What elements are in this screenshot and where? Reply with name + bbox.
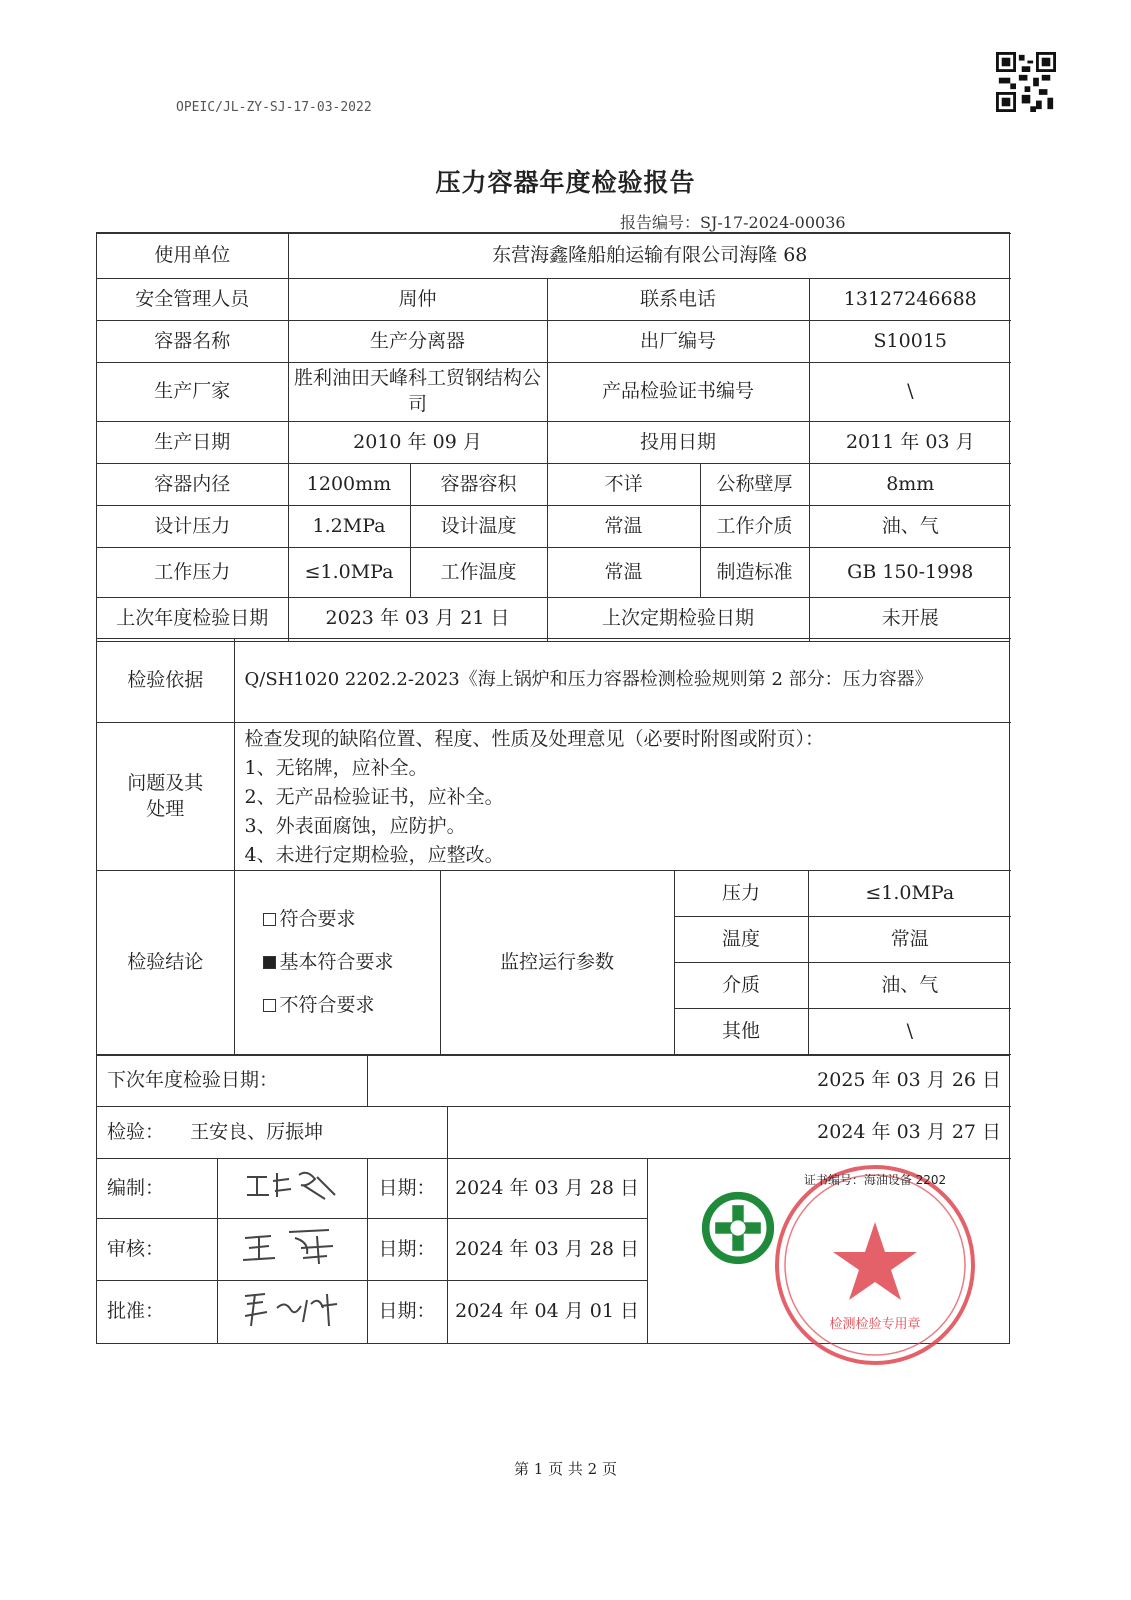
list-item: 1、无铭牌，应补全。	[244, 757, 428, 779]
qr-code-icon	[996, 52, 1056, 112]
label-conclusion: 检验结论	[97, 871, 234, 1055]
inspectors-row	[97, 1107, 447, 1159]
value-safety-manager: 周仲	[288, 279, 547, 321]
value-inspectors: 王安良、厉振坤	[190, 1120, 324, 1143]
option-conform: 符合要求	[263, 898, 436, 941]
label-last-annual: 上次年度检验日期	[97, 598, 288, 641]
label-last-periodic: 上次定期检验日期	[547, 598, 809, 641]
value-review-date: 2024 年 03 月 28 日	[447, 1219, 647, 1281]
value-mfg-date: 2010 年 09 月	[288, 422, 547, 464]
label-compile: 编制：	[97, 1159, 217, 1219]
label-review: 审核：	[97, 1219, 217, 1281]
value-vessel-name: 生产分离器	[288, 321, 547, 363]
label-vessel-name: 容器名称	[97, 321, 288, 363]
option-not-conform: 不符合要求	[263, 984, 436, 1027]
label-volume: 容器容积	[410, 464, 547, 506]
document-code: OPEIC/JL-ZY-SJ-17-03-2022	[176, 100, 372, 115]
inspection-section	[96, 638, 1010, 1056]
value-next-annual: 2025 年 03 月 26 日	[367, 1055, 1011, 1107]
unchecked-box-icon	[263, 913, 276, 926]
label-medium: 工作介质	[700, 506, 809, 548]
info-table	[96, 232, 1010, 642]
label-use-date: 投用日期	[547, 422, 809, 464]
signature-compile	[217, 1159, 367, 1219]
value-work-pressure: ≤1.0MPa	[288, 548, 410, 598]
label-monitor-params: 监控运行参数	[440, 871, 674, 1055]
value-use-date: 2011 年 03 月	[809, 422, 1011, 464]
label-phone: 联系电话	[547, 279, 809, 321]
list-item: 2、无产品检验证书，应补全。	[244, 786, 504, 808]
signature-icon	[237, 1286, 347, 1330]
label-date: 日期：	[367, 1281, 447, 1343]
value-phone: 13127246688	[809, 279, 1011, 321]
param-value: 常温	[808, 917, 1011, 963]
value-work-temp: 常温	[547, 548, 700, 598]
value-serial-number: S10015	[809, 321, 1011, 363]
page-footer: 第 1 页 共 2 页	[514, 1460, 617, 1478]
stamp-text: 检测检验专用章	[829, 1317, 921, 1332]
param-value: \	[808, 1009, 1011, 1055]
label-standard: 制造标准	[700, 548, 809, 598]
param-key: 介质	[674, 963, 808, 1009]
signature-icon	[237, 1224, 347, 1268]
value-medium: 油、气	[809, 506, 1011, 548]
official-seal-icon	[770, 1160, 980, 1370]
label-issues: 问题及其处理	[97, 723, 234, 871]
value-volume: 不详	[547, 464, 700, 506]
param-value: 油、气	[808, 963, 1011, 1009]
value-standard: GB 150-1998	[809, 548, 1011, 598]
param-key: 压力	[674, 871, 808, 917]
label-date: 日期：	[367, 1219, 447, 1281]
unchecked-box-icon	[263, 999, 276, 1012]
checked-box-icon	[263, 956, 276, 969]
label-product-cert: 产品检验证书编号	[547, 363, 809, 422]
param-value: ≤1.0MPa	[808, 871, 1011, 917]
label-inspect: 检验：	[107, 1120, 165, 1143]
label-manufacturer: 生产厂家	[97, 363, 288, 422]
label-user-unit: 使用单位	[97, 234, 288, 279]
option-basically-conform: 基本符合要求	[263, 941, 436, 984]
value-manufacturer: 胜利油田天峰科工贸钢结构公司	[288, 363, 547, 422]
value-approve-date: 2024 年 04 月 01 日	[447, 1281, 647, 1343]
label-next-annual: 下次年度检验日期：	[97, 1055, 367, 1107]
label-design-pressure: 设计压力	[97, 506, 288, 548]
value-product-cert: \	[809, 363, 1011, 422]
value-last-annual: 2023 年 03 月 21 日	[288, 598, 547, 641]
param-key: 温度	[674, 917, 808, 963]
label-mfg-date: 生产日期	[97, 422, 288, 464]
param-key: 其他	[674, 1009, 808, 1055]
certificate-number: 证书编号：海油设备 2202	[803, 1173, 947, 1187]
label-wall: 公称壁厚	[700, 464, 809, 506]
signature-approve	[217, 1281, 367, 1343]
value-inspect-date: 2024 年 03 月 27 日	[447, 1107, 1011, 1159]
label-diameter: 容器内径	[97, 464, 288, 506]
label-approve: 批准：	[97, 1281, 217, 1343]
value-design-temp: 常温	[547, 506, 700, 548]
issues-list	[234, 723, 1011, 871]
label-serial-number: 出厂编号	[547, 321, 809, 363]
page-title: 压力容器年度检验报告	[435, 168, 696, 197]
value-compile-date: 2024 年 03 月 28 日	[447, 1159, 647, 1219]
value-user-unit: 东营海鑫隆船舶运输有限公司海隆 68	[288, 234, 1011, 279]
value-wall: 8mm	[809, 464, 1011, 506]
label-work-temp: 工作温度	[410, 548, 547, 598]
label-design-temp: 设计温度	[410, 506, 547, 548]
value-basis: Q/SH1020 2202.2-2023《海上锅炉和压力容器检测检验规则第 2 部分：压力容器》	[234, 639, 1011, 723]
signature-icon	[237, 1165, 347, 1205]
value-diameter: 1200mm	[288, 464, 410, 506]
company-logo-icon	[700, 1190, 776, 1266]
report-number: 报告编号：SJ-17-2024-00036	[620, 213, 846, 232]
label-safety-manager: 安全管理人员	[97, 279, 288, 321]
list-item: 4、未进行定期检验，应整改。	[244, 844, 504, 866]
label-date: 日期：	[367, 1159, 447, 1219]
label-work-pressure: 工作压力	[97, 548, 288, 598]
label-basis: 检验依据	[97, 639, 234, 723]
value-last-periodic: 未开展	[809, 598, 1011, 641]
list-item: 3、外表面腐蚀，应防护。	[244, 815, 466, 837]
issues-heading: 检查发现的缺陷位置、程度、性质及处理意见（必要时附图或附页）：	[244, 728, 825, 750]
value-design-pressure: 1.2MPa	[288, 506, 410, 548]
conclusion-options	[234, 871, 440, 1055]
signature-review	[217, 1219, 367, 1281]
